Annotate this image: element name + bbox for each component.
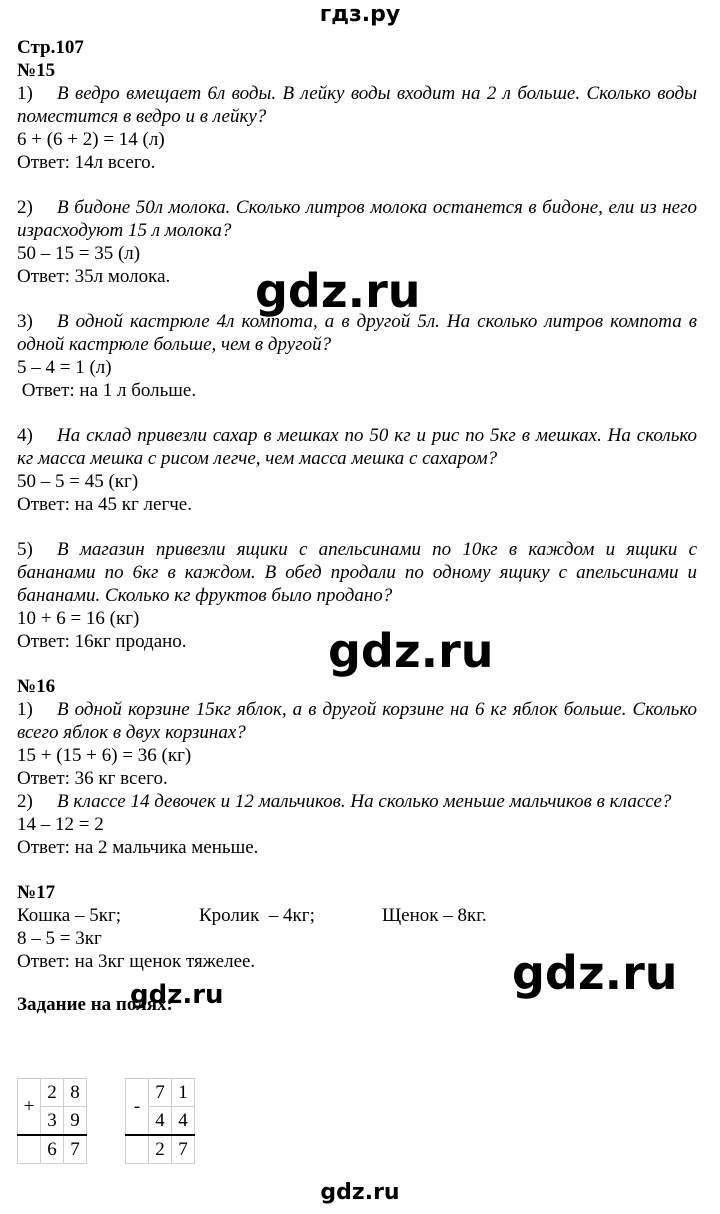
answer: Ответ: 36 кг всего. — [17, 768, 168, 789]
solution: 50 – 5 = 45 (кг) — [17, 471, 139, 492]
answer: Ответ: на 1 л больше. — [17, 380, 197, 401]
digit-cell: 7 — [172, 1135, 195, 1164]
problem-text: 3) В одной кастрюле 4л компота, а в другой 5л. На сколько литров компота в одной кастрюле больше, чем в другой? — [17, 311, 697, 355]
solution: 50 – 15 = 35 (л) — [17, 243, 141, 264]
digit-cell: 7 — [64, 1135, 87, 1164]
digit-cell: 8 — [64, 1079, 87, 1107]
digit-cell: 1 — [172, 1079, 195, 1107]
task17-weights — [17, 904, 697, 927]
empty-cell — [18, 1135, 41, 1164]
task16-item-2 — [17, 790, 697, 859]
footer-logo: gdz.ru — [320, 1180, 400, 1205]
problem-text: 4) На склад привезли сахар в мешках по 50 кг и рис по 5кг в мешках. На сколько кг масса мешка с рисом легче, чем масса мешка с сахаром? — [17, 425, 697, 469]
digit-cell: 2 — [149, 1135, 172, 1164]
puppy-weight: Щенок – 8кг. — [382, 905, 487, 926]
solution: 14 – 12 = 2 — [17, 814, 104, 835]
task16-title: №16 — [17, 676, 56, 697]
document-body — [17, 36, 697, 1016]
problem-text: 2) В бидоне 50л молока. Сколько литров молока останется в бидоне, ели из него израсходуют 15 л молока? — [17, 197, 697, 241]
problem-text: 1) В ведро вмещает 6л воды. В лейку воды входит на 2 л больше. Сколько воды поместится в ведро и в лейку? — [17, 83, 697, 127]
digit-cell: 4 — [149, 1107, 172, 1136]
watermark-logo: gdz.ru — [328, 624, 494, 678]
margin-task-title: Задание на полях: — [17, 994, 173, 1015]
answer: Ответ: 35л молока. — [17, 266, 171, 287]
answer: Ответ: на 2 мальчика меньше. — [17, 837, 259, 858]
answer: Ответ: 16кг продано. — [17, 631, 187, 652]
empty-cell — [126, 1135, 149, 1164]
answer: Ответ: на 45 кг легче. — [17, 494, 192, 515]
addition-table — [17, 1078, 87, 1164]
task15-item-4 — [17, 424, 697, 516]
minus-sign: - — [126, 1079, 149, 1136]
cat-weight: Кошка – 5кг; — [17, 905, 122, 926]
task17-title: №17 — [17, 882, 56, 903]
problem-text: 1) В одной корзине 15кг яблок, а в другой корзине на 6 кг яблок больше. Сколько всего яблок в двух корзинах? — [17, 699, 697, 743]
watermark-logo: gdz.ru — [512, 946, 678, 1000]
rabbit-weight: Кролик – 4кг; — [199, 905, 315, 926]
digit-cell: 9 — [64, 1107, 87, 1136]
task16-item-1 — [17, 698, 697, 790]
watermark-logo: gdz.ru — [130, 980, 224, 1010]
solution: 15 + (15 + 6) = 36 (кг) — [17, 745, 192, 766]
watermark-logo: gdz.ru — [255, 264, 421, 318]
digit-cell: 2 — [41, 1079, 64, 1107]
problem-text: 2) В классе 14 девочек и 12 мальчиков. На сколько меньше мальчиков в классе? — [17, 791, 672, 812]
digit-cell: 7 — [149, 1079, 172, 1107]
solution: 6 + (6 + 2) = 14 (л) — [17, 129, 165, 150]
solution: 5 – 4 = 1 (л) — [17, 357, 112, 378]
task15-item-1 — [17, 82, 697, 174]
task17-answer: Ответ: на 3кг щенок тяжелее. — [17, 951, 256, 972]
answer: Ответ: 14л всего. — [17, 152, 156, 173]
task15-title: №15 — [17, 60, 56, 81]
subtraction-table — [125, 1078, 195, 1164]
digit-cell: 3 — [41, 1107, 64, 1136]
digit-cell: 4 — [172, 1107, 195, 1136]
task17-solution: 8 – 5 = 3кг — [17, 928, 102, 949]
problem-text: 5) В магазин привезли ящики с апельсинами по 10кг в каждом и ящики с бананами по 6кг в каждом. В обед продали по одному ящику с апельсинами и бананами. Сколько кг фруктов было продано? — [17, 539, 697, 606]
digit-cell: 6 — [41, 1135, 64, 1164]
task15-item-3 — [17, 310, 697, 402]
solution: 10 + 6 = 16 (кг) — [17, 608, 140, 629]
plus-sign: + — [18, 1079, 41, 1136]
site-header: гдз.ру — [319, 2, 401, 27]
page-number: Стр.107 — [17, 37, 84, 58]
